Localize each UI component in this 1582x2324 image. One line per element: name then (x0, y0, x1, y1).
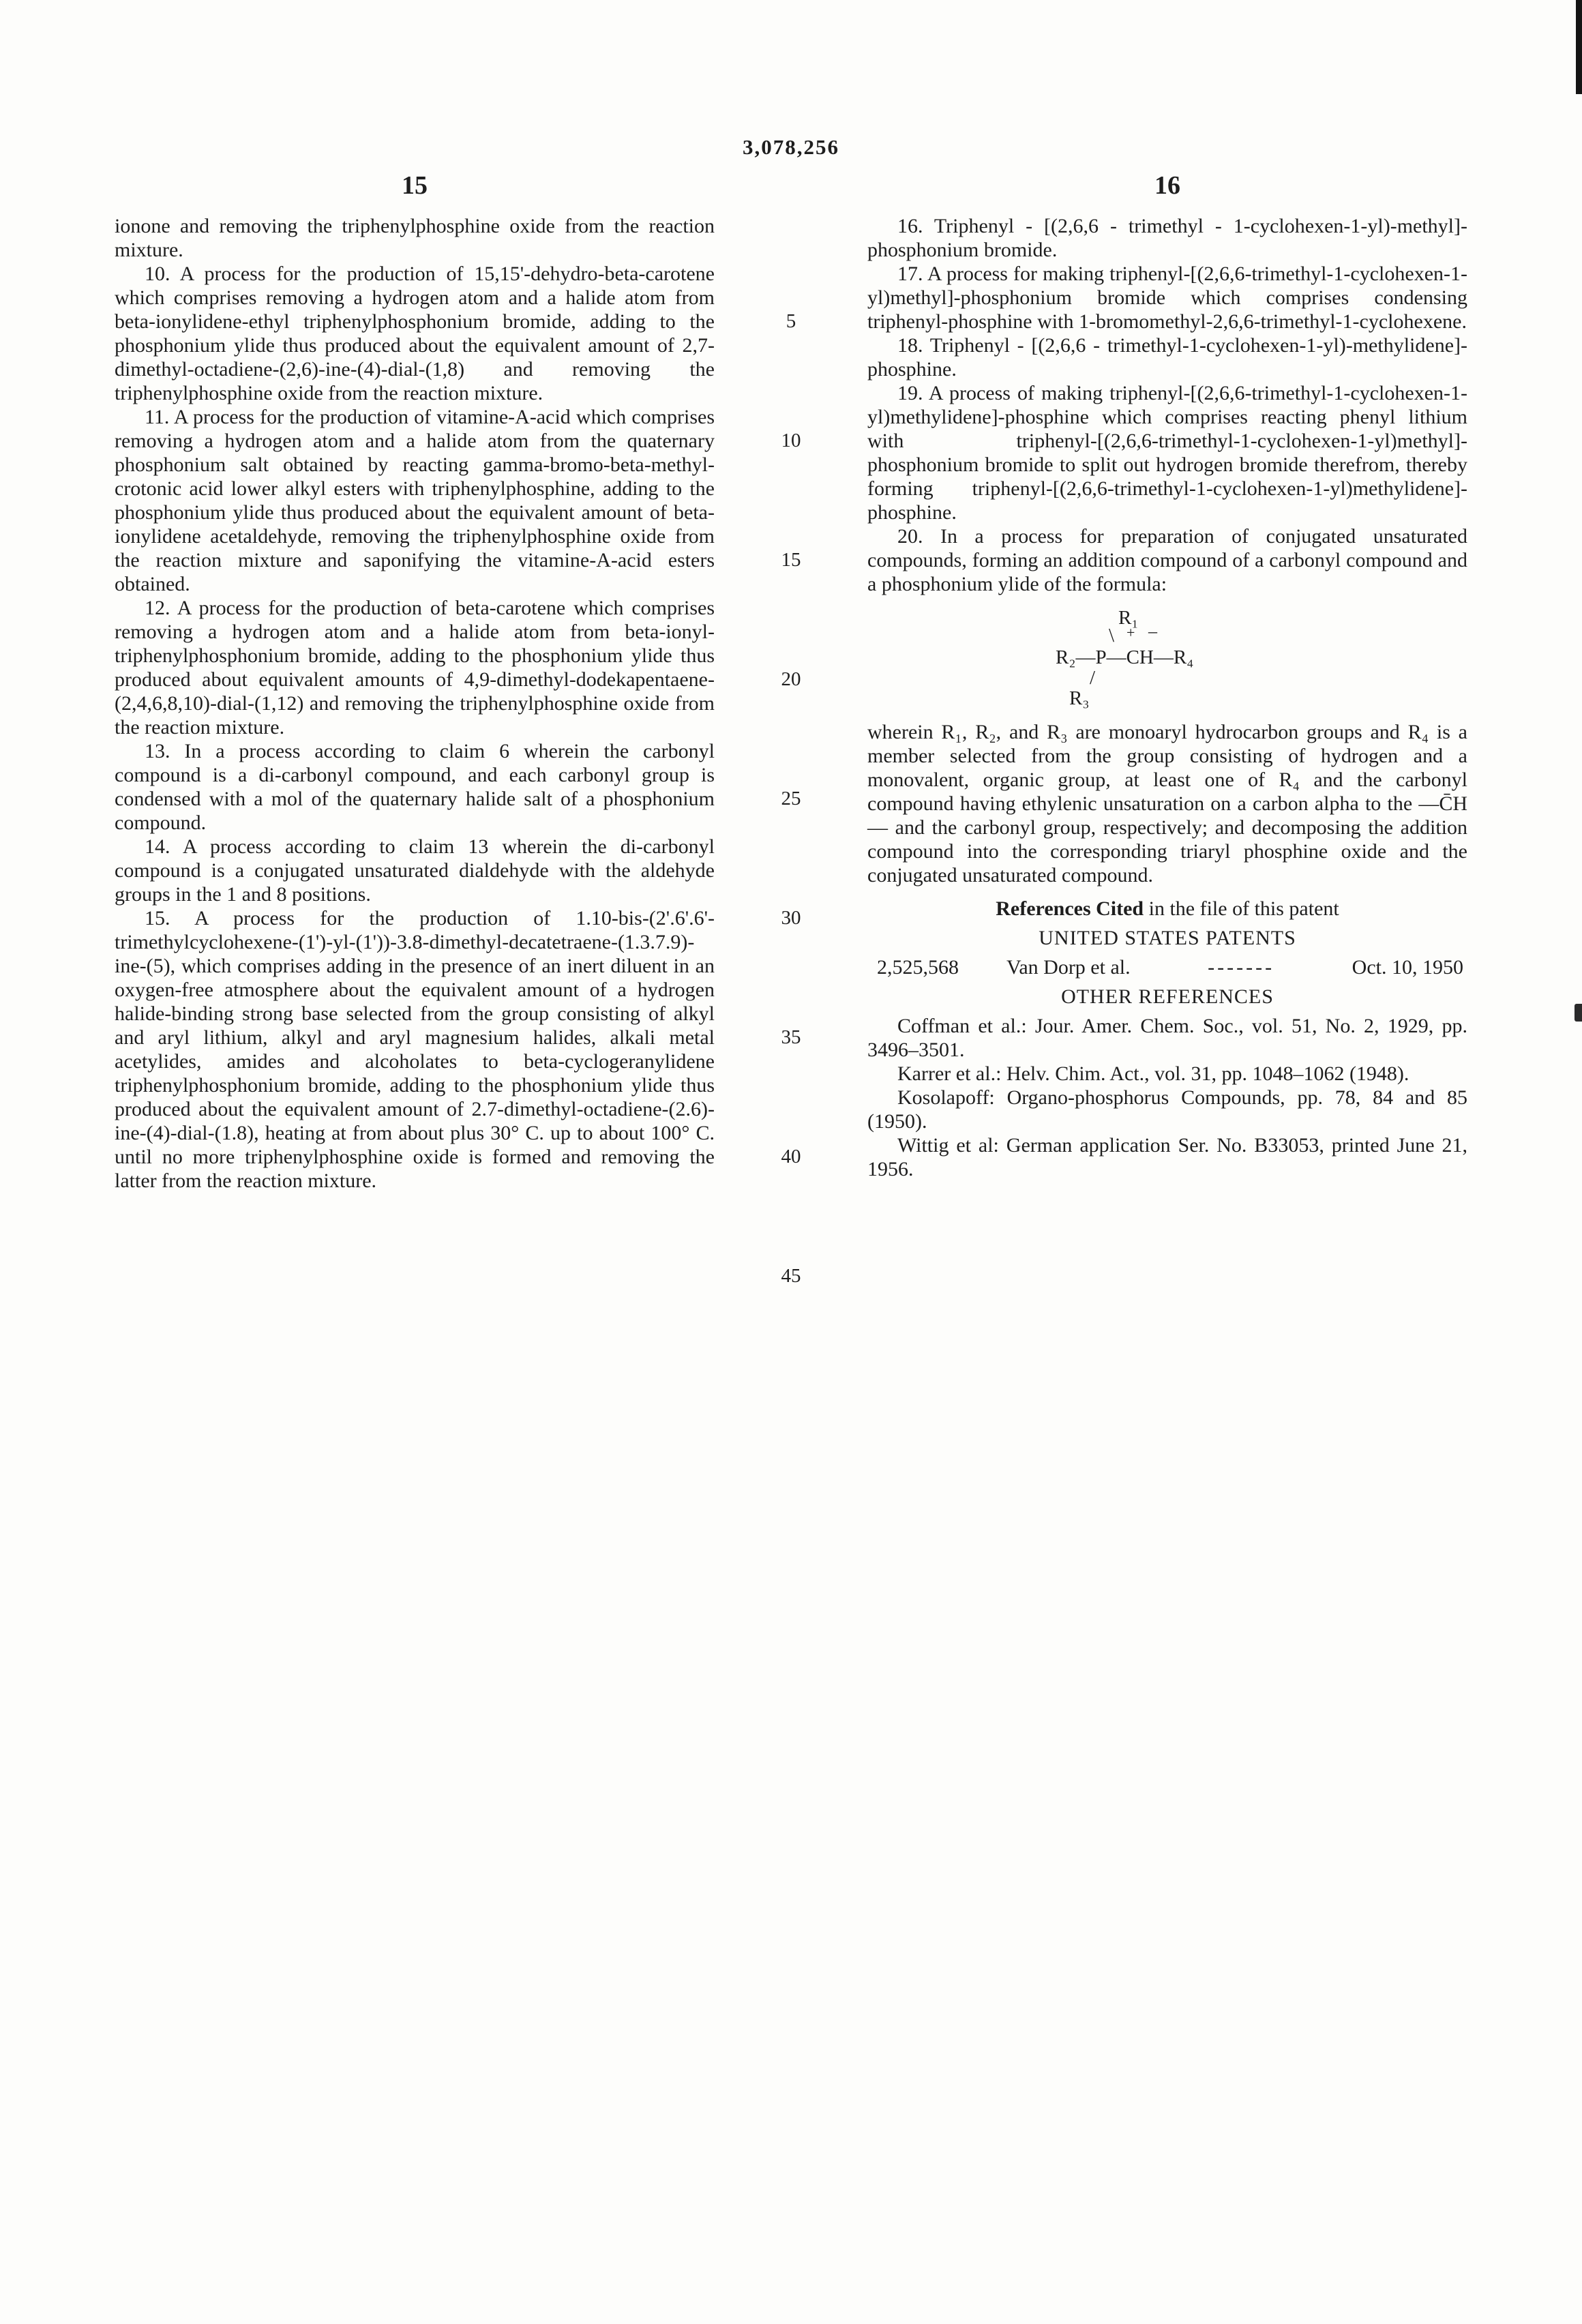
column-number-right: 16 (1154, 171, 1180, 200)
claim-19: 19. A process of making triphenyl-[(2,6,6-trimethyl-1-cyclohexen-1-yl)methylidene]-phosphine which comprises reacting phenyl lithium with triphenyl-[(2,6,6-trimethyl-1-cyclohexen-1-yl)methyl]-phosphonium bromide to split out hydrogen bromide therefrom, thereby forming triphenyl-[(2,6,6-trimethyl-1-cyclohexen-1-yl)methylidene]-phosphine. (867, 382, 1467, 524)
claim-10: 10. A process for the production of 15,15'-dehydro-beta-carotene which comprises removing a hydrogen atom and a halide atom from beta-ionylidene-ethyl triphenylphosphonium bromide, adding to the phosphonium ylide thus produced about the equivalent amount of 2,7-dimethyl-octadiene-(2,6)-ine-(4)-dial-(1,8) and removing the triphenylphosphine oxide from the reaction mixture. (115, 263, 715, 404)
claim-13: 13. In a process according to claim 6 wherein the carbonyl compound is a di-carbonyl compound, and each carbonyl group is condensed with a mol of the quaternary halide salt of a phosphonium compound. (115, 740, 715, 834)
claim-18: 18. Triphenyl - [(2,6,6 - trimethyl-1-cyclohexen-1-yl)-methylidene]-phosphine. (867, 334, 1467, 381)
us-patents-heading: UNITED STATES PATENTS (1039, 927, 1296, 949)
claim-15: 15. A process for the production of 1.10-bis-(2'.6'.6'-trimethylcyclohexene-(1')-yl-(1'))-3.8-dimethyl-decatetraene-(1.3.7.9)-ine-(5), which comprises adding in the presence of an inert diluent in an oxygen-free atmosphere about the equivalent amount of a hydrogen halide-binding strong base selected from the group consisting of alkyl and aryl lithium, alkyl and aryl magnesium halides, alkali metal acetylides, amides and alcoholates to beta-cyclogeranylidene triphenylphosphonium bromide, adding to the phosphonium ylide thus produced about the equivalent amount of 2.7-dimethyl-octadiene-(2.6)-ine-(4)-dial-(1.8), heating at from about plus 30° C. up to about 100° C. until no more triphenylphosphine oxide is formed and removing the latter from the reaction mixture. (115, 907, 715, 1192)
chemical-formula-phosphonium-ylide (1038, 607, 1297, 715)
references-cited-heading (867, 897, 1467, 921)
claim-11: 11. A process for the production of vitamine-A-acid which comprises removing a hydrogen atom and a halide atom from the quaternary phosphonium salt obtained by reacting gamma-bromo-beta-methyl-crotonic acid lower alkyl esters with triphenylphosphine, adding to the phosphonium ylide thus produced about the equivalent amount of beta-ionylidene acetaldehyde, removing the triphenylphosphine oxide from the reaction mixture and saponifying the vitamine-A-acid esters obtained. (115, 406, 715, 595)
claim-17: 17. A process for making triphenyl-[(2,6,6-trimethyl-1-cyclohexen-1-yl)methyl]-phosphonium bromide which comprises condensing triphenyl-phosphine with 1-bromomethyl-2,6,6-trimethyl-1-cyclohexene. (867, 263, 1467, 333)
formula-bond-upper-icon: \ (1109, 625, 1115, 646)
line-number-30: 30 (781, 907, 801, 929)
formula-r3-group: R₃ (1069, 687, 1090, 709)
line-number-gutter (753, 310, 829, 1333)
us-patent-date: Oct. 10, 1950 (1352, 956, 1463, 979)
line-number-20: 20 (781, 668, 801, 690)
column-number-left: 15 (402, 171, 428, 200)
other-references-heading: OTHER REFERENCES (1061, 985, 1274, 1008)
formula-plus-charge: + (1126, 624, 1135, 641)
us-patent-leader: ------- (1208, 956, 1275, 979)
formula-main-chain: R₂—P—CH—R₄ (1056, 646, 1194, 668)
scan-edge-artifact-mid (1574, 1004, 1582, 1022)
claim-12: 12. A process for the production of beta-carotene which comprises removing a hydrogen atom and a halide atom from beta-ionyl-triphenylphosphonium bromide, adding to the phosphonium ylide thus produced about equivalent amounts of 4,9-dimethyl-dodekapentaene-(2,4,6,8,10)-dial-(1,12) and removing the triphenylphosphine oxide from the reaction mixture. (115, 597, 715, 739)
us-patent-number: 2,525,568 (877, 956, 959, 979)
references-section (867, 897, 1467, 1181)
column-right (867, 170, 1467, 1181)
us-patent-row (867, 955, 1467, 979)
us-patent-name: Van Dorp et al. (1006, 956, 1131, 979)
patent-number: 3,078,256 (743, 135, 839, 159)
reference-coffman: Coffman et al.: Jour. Amer. Chem. Soc., vol. 51, No. 2, 1929, pp. 3496–3501. (867, 1015, 1467, 1061)
line-number-40: 40 (781, 1146, 801, 1167)
continuation-paragraph: ionone and removing the triphenylphosphine oxide from the reaction mixture. (115, 215, 715, 261)
claim-20-wherein-clause: wherein R₁, R₂, and R₃ are monoaryl hydrocarbon groups and R₄ is a member selected from the group consisting of hydrogen and a monovalent, organic group, at least one of R₄ and the carbonyl compound having ethylenic unsaturation on a carbon alpha to the —C̄H— and the carbonyl group, respectively; and decomposing the addition compound into the corresponding triaryl phosphine oxide and the conjugated unsaturated compound. (867, 721, 1467, 887)
formula-minus-charge: – (1148, 621, 1157, 641)
line-number-35: 35 (781, 1026, 801, 1048)
scan-edge-artifact-top (1576, 0, 1582, 94)
claim-20: 20. In a process for preparation of conjugated unsaturated compounds, forming an addition compound of a carbonyl compound and a phosphonium ylide of the formula: (867, 525, 1467, 595)
reference-kosolapoff: Kosolapoff: Organo-phosphorus Compounds, pp. 78, 84 and 85 (1950). (867, 1086, 1467, 1133)
reference-wittig: Wittig et al: German application Ser. No. B33053, printed June 21, 1956. (867, 1134, 1467, 1180)
line-number-5: 5 (786, 310, 796, 332)
claim-14: 14. A process according to claim 13 wherein the di-carbonyl compound is a conjugated unsaturated dialdehyde with the aldehyde groups in the 1 and 8 positions. (115, 835, 715, 906)
claim-16: 16. Triphenyl - [(2,6,6 - trimethyl - 1-cyclohexen-1-yl)-methyl]-phosphonium bromide. (867, 215, 1467, 261)
column-left (115, 170, 715, 1193)
line-number-15: 15 (781, 549, 801, 571)
references-cited-bold: References Cited (996, 897, 1144, 920)
line-number-45: 45 (781, 1265, 801, 1287)
formula-bond-lower-icon: / (1090, 667, 1096, 689)
line-number-10: 10 (781, 430, 801, 451)
reference-karrer: Karrer et al.: Helv. Chim. Act., vol. 31, pp. 1048–1062 (1948). (897, 1062, 1409, 1085)
formula-r1-group: R₁ (1118, 607, 1139, 629)
references-cited-rest: in the file of this patent (1144, 897, 1339, 920)
line-number-25: 25 (781, 788, 801, 809)
